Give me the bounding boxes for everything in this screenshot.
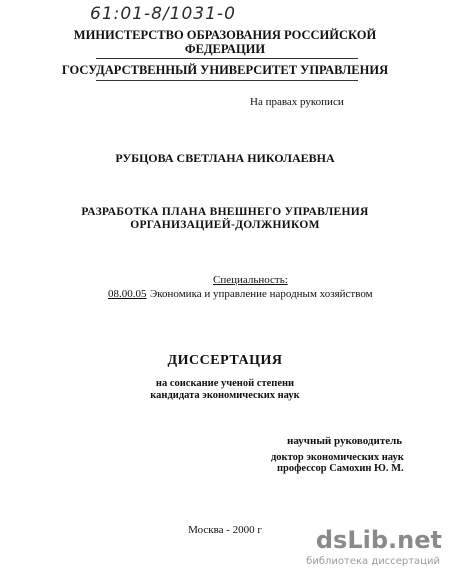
handwritten-catalog-number: 61:01-8/1031-0 xyxy=(90,4,236,24)
header-divider-bottom xyxy=(96,80,358,81)
watermark-brand: dsLib.net xyxy=(315,526,442,554)
specialty-code: 08.00.05 xyxy=(108,288,147,300)
university-name: ГОСУДАРСТВЕННЫЙ УНИВЕРСИТЕТ УПРАВЛЕНИЯ xyxy=(61,63,389,77)
specialty-name: Экономика и управление народным хозяйством xyxy=(150,288,373,300)
header-divider-top xyxy=(96,58,358,59)
degree-sought xyxy=(0,378,450,402)
ministry-line-2: ФЕДЕРАЦИИ xyxy=(184,42,266,56)
dissertation-topic xyxy=(0,206,450,232)
specialty-label: Специальность: xyxy=(213,274,288,286)
advisor-name: профессор Самохин Ю. М. xyxy=(277,463,404,474)
watermark-tagline: библиотека диссертаций xyxy=(306,556,440,567)
degree-line-1: на соискание ученой степени xyxy=(155,378,295,389)
degree-line-2: кандидата экономических наук xyxy=(150,390,300,401)
ministry-name xyxy=(0,28,450,56)
dslib-watermark-logo xyxy=(300,526,450,576)
advisor-title: научный руководитель xyxy=(287,435,403,447)
document-type-heading: ДИССЕРТАЦИЯ xyxy=(167,353,283,368)
topic-line-2: ОРГАНИЗАЦИЕЙ-ДОЛЖНИКОМ xyxy=(130,219,320,231)
manuscript-rights: На правах рукописи xyxy=(250,96,344,108)
advisor-degree: доктор экономических наук xyxy=(271,452,404,463)
author-name: РУБЦОВА СВЕТЛАНА НИКОЛАЕВНА xyxy=(115,151,335,165)
ministry-line-1: МИНИСТЕРСТВО ОБРАЗОВАНИЯ РОССИЙСКОЙ xyxy=(73,28,377,42)
topic-line-1: РАЗРАБОТКА ПЛАНА ВНЕШНЕГО УПРАВЛЕНИЯ xyxy=(81,206,369,218)
city-year: Москва - 2000 г xyxy=(188,524,262,536)
